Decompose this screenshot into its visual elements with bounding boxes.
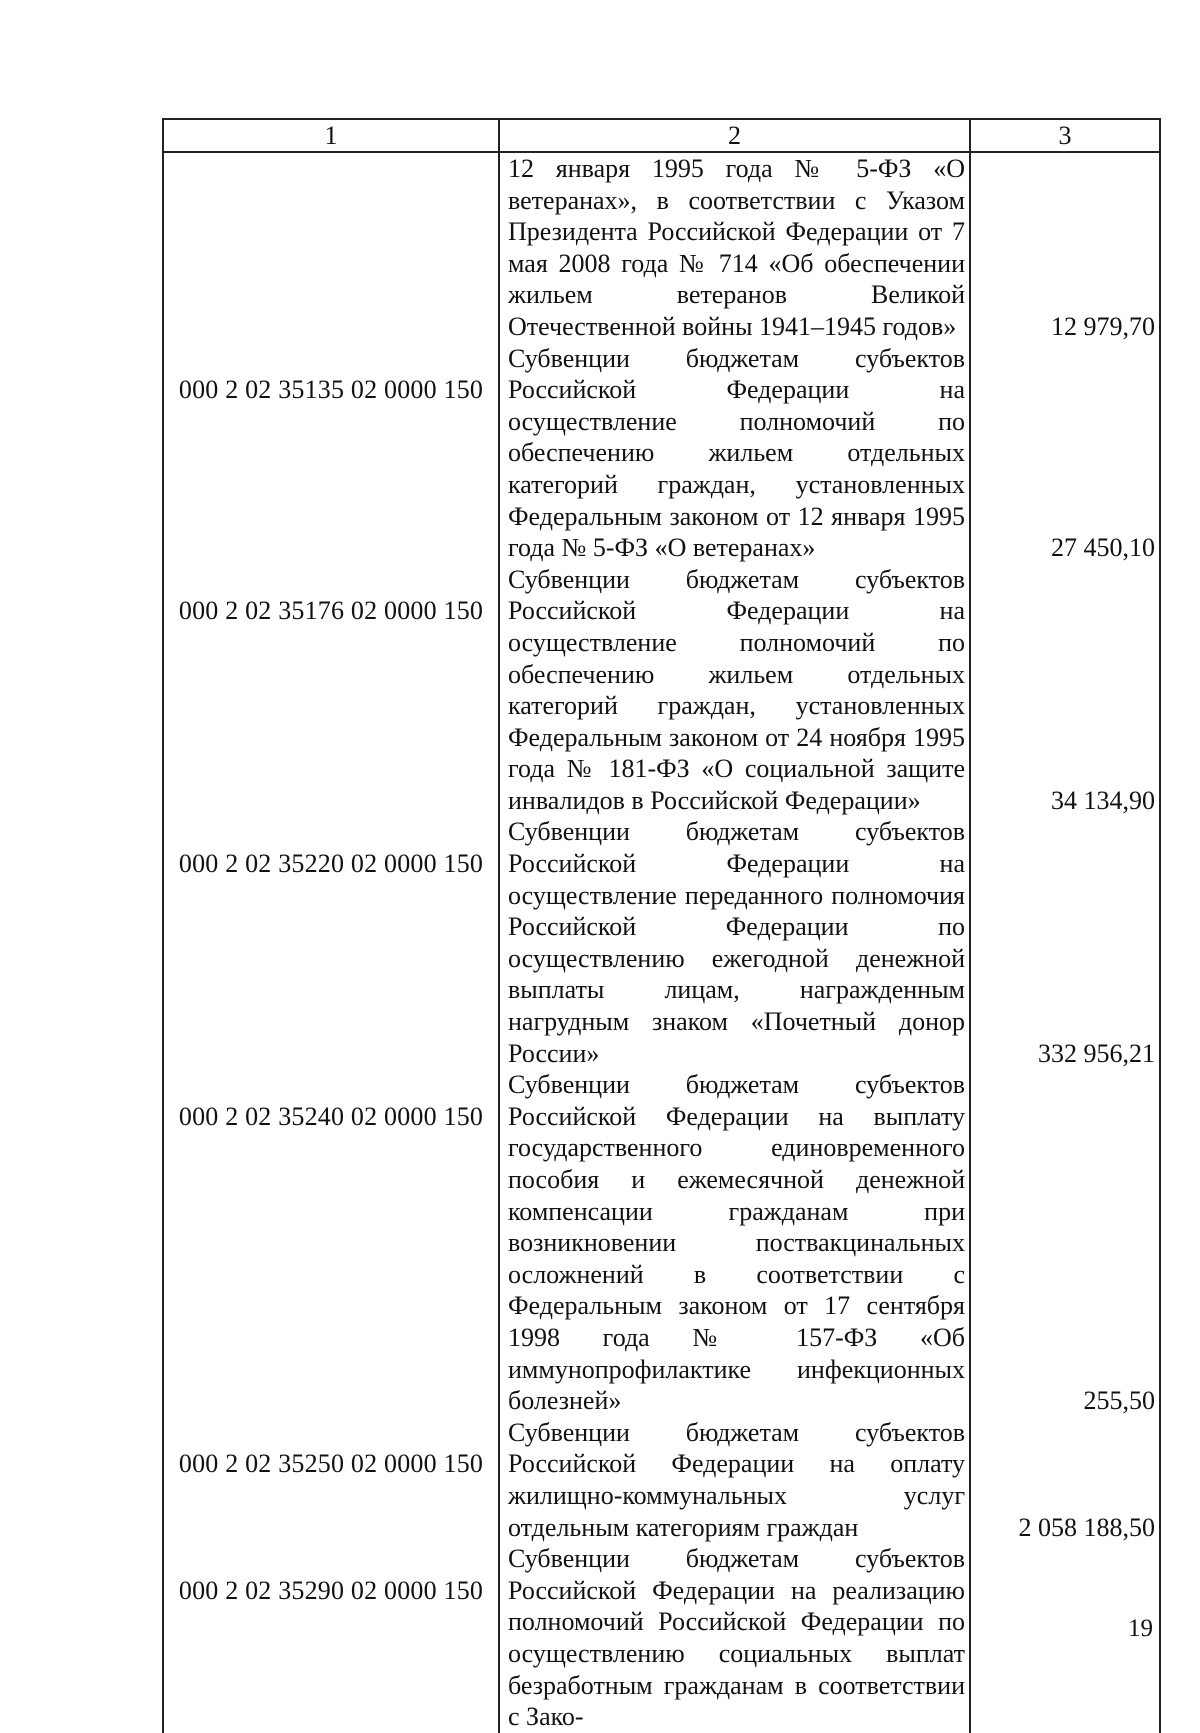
row-code: 000 2 02 35176 02 0000 150: [163, 564, 499, 817]
row-code: 000 2 02 35240 02 0000 150: [163, 1069, 499, 1417]
row-code: 000 2 02 35135 02 0000 150: [163, 343, 499, 564]
row-code: 000 2 02 35220 02 0000 150: [163, 816, 499, 1069]
page-number: 19: [1128, 1615, 1153, 1642]
row-amount: 255,50: [970, 1069, 1160, 1417]
row-description: Субвенции бюджетам субъектов Российской Федерации на оплату жилищно-коммунальных услуг отдельным категориям граждан: [499, 1417, 970, 1543]
row-description: 12 января 1995 года № 5-ФЗ «О ветеранах», в соответствии с Указом Президента Российской Федерации от 7 мая 2008 года № 714 «Об обеспечении жильем ветеранов Великой Отечественной войны 1941–1945 годов»: [499, 152, 970, 343]
row-code: 000 2 02 35290 02 0000 150: [163, 1543, 499, 1733]
header-col-3: 3: [970, 119, 1160, 152]
row-description: Субвенции бюджетам субъектов Российской Федерации на выплату государственного единовременного пособия и ежемесячной денежной компенсации гражданам при возникновении поствакцинальных осложнений в соответствии с Федеральным законом от 17 сентября 1998 года № 157-ФЗ «Об иммунопрофилактике инфекционных болезней»: [499, 1069, 970, 1417]
header-col-2: 2: [499, 119, 970, 152]
table-row: [163, 152, 1160, 343]
row-description: Субвенции бюджетам субъектов Российской Федерации на осуществление переданного полномочия Российской Федерации по осуществлению ежегодной денежной выплаты лицам, награжденным нагрудным знаком «Почетный донор России»: [499, 816, 970, 1069]
table-row: [163, 1543, 1160, 1733]
table-row: [163, 343, 1160, 564]
table-row: [163, 564, 1160, 817]
table-row: [163, 816, 1160, 1069]
table-row: [163, 1417, 1160, 1543]
header-col-1: 1: [163, 119, 499, 152]
row-description: Субвенции бюджетам субъектов Российской Федерации на осуществление полномочий по обеспечению жильем отдельных категорий граждан, установленных Федеральным законом от 12 января 1995 года № 5-ФЗ «О ветеранах»: [499, 343, 970, 564]
row-amount: 34 134,90: [970, 564, 1160, 817]
budget-table: [162, 118, 1161, 1733]
table-row: [163, 1069, 1160, 1417]
row-amount: 12 979,70: [970, 152, 1160, 343]
table-header-row: [163, 119, 1160, 152]
row-description: Субвенции бюджетам субъектов Российской Федерации на осуществление полномочий по обеспечению жильем отдельных категорий граждан, установленных Федеральным законом от 24 ноября 1995 года № 181-ФЗ «О социальной защите инвалидов в Российской Федерации»: [499, 564, 970, 817]
row-code: 000 2 02 35250 02 0000 150: [163, 1417, 499, 1543]
row-description: Субвенции бюджетам субъектов Российской Федерации на реализацию полномочий Российской Федерации по осуществлению социальных выплат безработным гражданам в соответствии с Зако-: [499, 1543, 970, 1733]
row-amount: 2 058 188,50: [970, 1417, 1160, 1543]
row-amount: 332 956,21: [970, 816, 1160, 1069]
row-amount: 27 450,10: [970, 343, 1160, 564]
row-code: [163, 152, 499, 343]
